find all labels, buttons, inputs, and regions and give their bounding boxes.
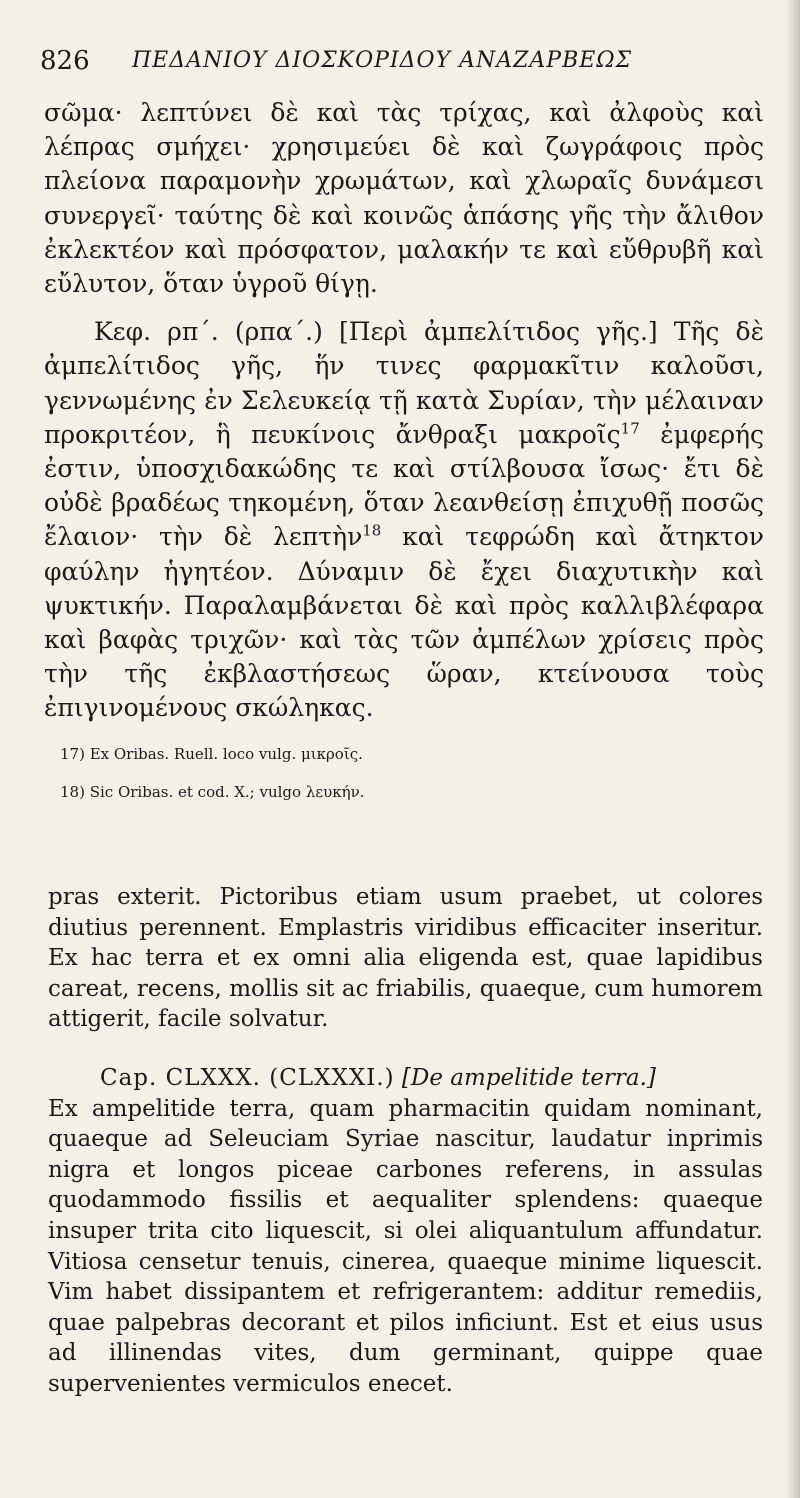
greek-chapter-title: [Περὶ ἀμπελίτιδος γῆς.] <box>338 317 658 347</box>
latin-chapter-label: Cap. CLXXX. (CLXXXI.) <box>100 1064 395 1091</box>
latin-chapter-paragraph: Ex ampelitide terra, quam pharmacitin quidam nominant, quaeque ad Seleuciam Syriae nascitur, laudatur inprimis nigra et longos piceae carbones referens, in assulas quodammodo fissilis et aequaliter splendens: quaeque insuper trita cito liquescit, si olei aliquantulum affundatur. Vitiosa censetur tenuis, cinerea, quaeque minime liquescit. Vim habet dissipantem et refrigerantem: additur remediis, quae palpebras decorant et pilos inficiunt. Est et eius usus ad illinendas vites, dum germinant, quippe quae supervenientes vermiculos enecet. <box>48 1095 763 1397</box>
greek-chapter-text-b: ἐμφερής ἐστιν, ὑποσχιδακώδης τε καὶ στίλβουσα ἴσως· ἔτι δὲ οὐδὲ βραδέως τηκομένη, ὅταν λεανθείσῃ ἐπιχυθῇ ποσῶς ἔλαιον· τὴν δὲ λεπτὴν <box>44 419 764 552</box>
running-head: ΠΕΔΑΝΙΟΥ ΔΙΟΣΚΟΡΙΔΟΥ ΑΝΑΖΑΡΒΕΩΣ <box>132 48 633 73</box>
latin-paragraph-continuation: pras exterit. Pictoribus etiam usum praebet, ut colores diutius perennent. Emplastris viridibus efficaciter inseritur. Ex hac terra et ex omni alia eligenda est, quae lapidibus careat, recens, mollis sit ac friabilis, quaeque, cum humorem attigerit, facile solvatur. <box>48 884 763 1033</box>
footnote-ref-18: 18 <box>362 522 382 541</box>
footnote-ref-17: 17 <box>620 419 640 438</box>
greek-chapter-text-c: καὶ τεφρώδη καὶ ἄτηκτον φαύλην ἡγητέον. Δύναμιν δὲ ἔχει διαχυτικὴν καὶ ψυκτικήν. Παραλαμβάνεται δὲ καὶ πρὸς καλλιβλέφαρα καὶ βαφὰς τριχῶν· καὶ τὰς τῶν ἀμπέλων χρίσεις πρὸς τὴν τῆς ἐκβλαστήσεως ὥραν, κτείνουσα τοὺς ἐπιγινομένους σκώληκας. <box>44 522 764 723</box>
page-header <box>40 46 760 86</box>
greek-chapter-text-a: Τῆς δὲ ἀμπελίτιδος γῆς, ἥν τινες φαρμακῖτιν καλοῦσι, γεννωμένης ἐν Σελευκείᾳ τῇ κατὰ Συρίαν, τὴν μέλαιναν προκριτέον, ἣ πευκίνοις ἄνθραξι μακροῖς <box>44 317 765 449</box>
page-number: 826 <box>40 46 90 76</box>
greek-chapter-label: Κεφ. ρπ΄. (ρπα΄.) <box>94 317 323 347</box>
footnotes <box>60 744 760 802</box>
greek-paragraph-continuation: σῶμα· λεπτύνει δὲ καὶ τὰς τρίχας, καὶ ἀλφοὺς καὶ λέπρας σμήχει· χρησιμεύει δὲ καὶ ζωγράφοις πρὸς πλείονα παραμονὴν χρωμάτων, καὶ χλωραῖς δυνάμεσι συνεργεῖ· ταύτης δὲ καὶ κοινῶς ἁπάσης γῆς τὴν ἄλιθον ἐκλεκτέον καὶ πρόσφατον, μαλακήν τε καὶ εὔθρυβῆ καὶ εὔλυτον, ὅταν ὑγροῦ θίγῃ. <box>44 98 764 299</box>
page-edge-shadow <box>786 0 800 1498</box>
latin-chapter-title: [De ampelitide terra.] <box>401 1064 656 1091</box>
latin-chapter-heading <box>48 1063 763 1094</box>
greek-text <box>44 96 764 726</box>
footnote-18: 18) Sic Oribas. et cod. X.; vulgo λευκήν. <box>60 783 365 801</box>
latin-text <box>48 882 763 1400</box>
footnote-17: 17) Ex Oribas. Ruell. loco vulg. μικροῖς. <box>60 745 363 763</box>
greek-chapter-paragraph <box>44 315 764 725</box>
